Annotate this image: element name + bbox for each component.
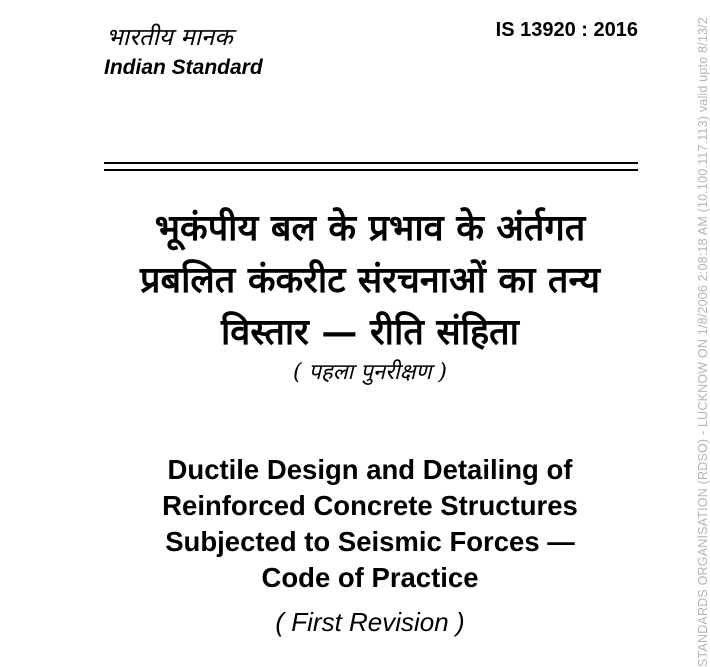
double-rule-top xyxy=(104,162,638,164)
standard-number: IS 13920 : 2016 xyxy=(495,19,638,41)
english-revision-note: ( First Revision ) xyxy=(275,607,465,637)
english-title-line: Code of Practice xyxy=(261,562,479,593)
hindi-title-line: प्रबलित कंकरीट संरचनाओं का तन्य xyxy=(140,259,600,301)
english-standard-label: Indian Standard xyxy=(104,56,263,79)
english-title xyxy=(100,452,640,596)
double-rule-bottom xyxy=(104,169,638,171)
license-watermark: STANDARDS ORGANISATION (RDSO) - LUCKNOW ON 1/8/2006 2:08:18 AM (10.100.117.113) valid upto 8/13/2 xyxy=(696,17,710,667)
english-title-line: Reinforced Concrete Structures xyxy=(162,490,578,521)
english-title-line: Subjected to Seismic Forces — xyxy=(165,526,575,557)
hindi-title-line: भूकंपीय बल के प्रभाव के अंर्तगत xyxy=(154,207,586,249)
english-title-line: Ductile Design and Detailing of xyxy=(167,454,573,485)
hindi-title xyxy=(100,202,640,358)
hindi-standard-label: भारतीय मानक xyxy=(106,23,233,51)
hindi-title-line: विस्तार — रीति संहिता xyxy=(220,311,520,353)
hindi-revision-note: ( पहला पुनरीक्षण ) xyxy=(292,360,448,385)
